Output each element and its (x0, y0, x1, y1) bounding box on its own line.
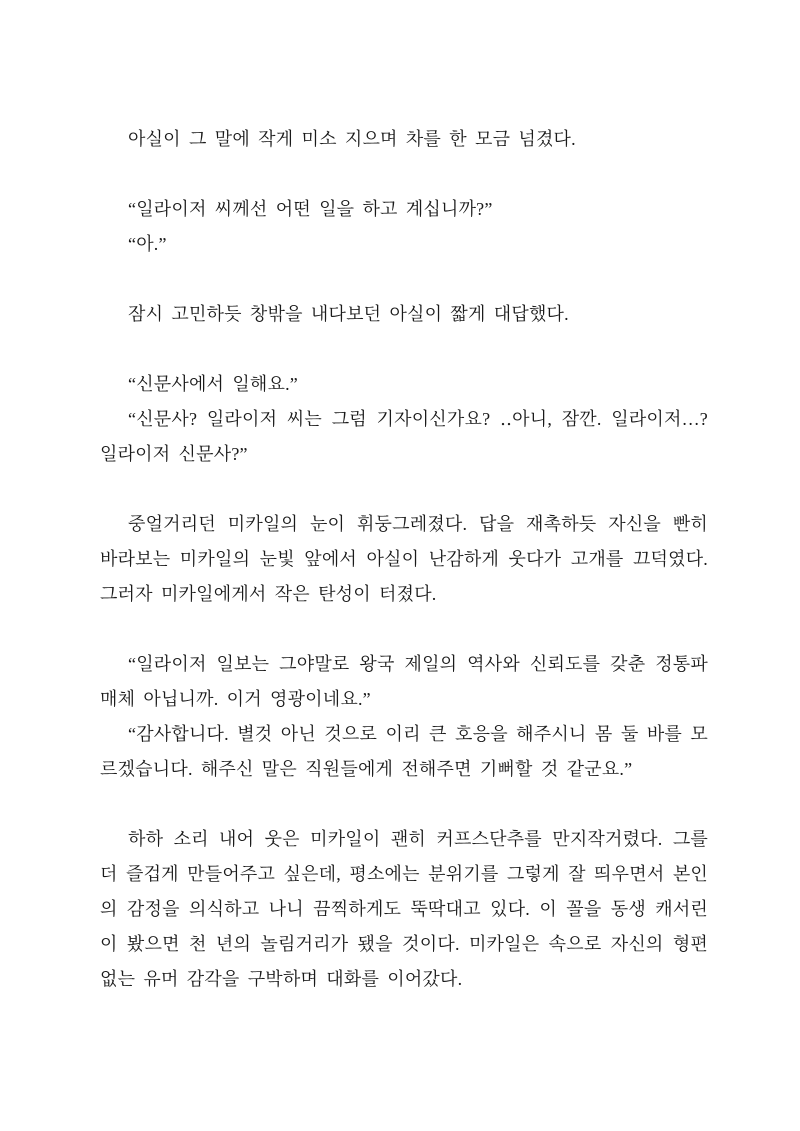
paragraph-dialogue: “감사합니다. 별것 아닌 것으로 이리 큰 호응을 해주시니 몸 둘 바를 모르겠습니다. 해주신 말은 직원들에게 전해주면 기뻐할 것 같군요.” (100, 724, 708, 779)
paragraph-dialogue: “신문사에서 일해요.” (128, 374, 298, 394)
paragraph-narration: 잠시 고민하듯 창밖을 내다보던 아실이 짧게 대답했다. (128, 304, 569, 324)
paragraph-dialogue: “일라이저 씨께선 어떤 일을 하고 계십니까?” (128, 199, 493, 219)
paragraph-dialogue: “일라이저 일보는 그야말로 왕국 제일의 역사와 신뢰도를 갖춘 정통파 매체 아닙니까. 이거 영광이네요.” (100, 654, 708, 709)
paragraph-narration: 중얼거리던 미카일의 눈이 휘둥그레졌다. 답을 재촉하듯 자신을 빤히 바라보는 미카일의 눈빛 앞에서 아실이 난감하게 웃다가 고개를 끄덕였다. 그러자 미카일에게서 작은 탄성이 터졌다. (100, 514, 708, 604)
paragraph-narration: 하하 소리 내어 웃은 미카일이 괜히 커프스단추를 만지작거렸다. 그를 더 즐겁게 만들어주고 싶은데, 평소에는 분위기를 그렇게 잘 띄우면서 본인의 감정을 의식하고 나니 끔찍하게도 뚝딱대고 있다. 이 꼴을 동생 캐서린이 봤으면 천 년의 놀림거리가 됐을 것이다. 미카일은 속으로 자신의 형편없는 유머 감각을 구박하며 대화를 이어갔다. (100, 829, 708, 989)
paragraph-narration: 아실이 그 말에 작게 미소 지으며 차를 한 모금 넘겼다. (128, 129, 576, 149)
paragraph-dialogue: “신문사? 일라이저 씨는 그럼 기자이신가요? ‥아니, 잠깐. 일라이저…? 일라이저 신문사?” (100, 409, 708, 464)
paragraph-dialogue: “아.” (128, 234, 167, 254)
